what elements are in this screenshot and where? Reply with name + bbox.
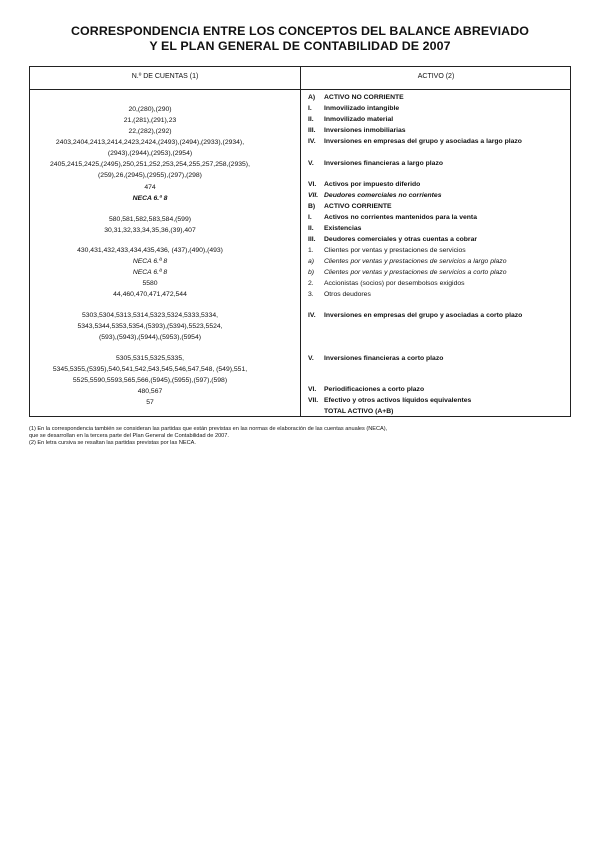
activo-item-number: A) (308, 94, 316, 101)
activo-item-row (308, 257, 506, 267)
header-activo: ACTIVO (2) (417, 73, 455, 80)
account-codes-row: 2403,2404,2413,2414,2423,2424,(2493),(2494),(2933),(2934), (55, 139, 245, 146)
account-codes-row: 430,431,432,433,434,435,436, (437),(490),(493) (77, 247, 223, 254)
activo-item-label: Inversiones financieras a largo plazo (324, 160, 443, 167)
footnote-1a: (1) En la correspondencia también se consideran las partidas que están previstas en las normas de elaboración de las cuentas anuales (NECA), (29, 426, 388, 432)
activo-item-number: 3. (308, 291, 314, 298)
activo-item-row (308, 93, 404, 103)
activo-item-number: II. (308, 116, 314, 123)
title-line-2: Y EL PLAN GENERAL DE CONTABILIDAD DE 2007 (149, 39, 451, 53)
activo-item-label: Efectivo y otros activos líquidos equivalentes (324, 397, 472, 404)
footnotes (29, 426, 387, 448)
account-codes-row: 5345,5355,(5395),540,541,542,543,545,546,547,548, (549),551, (52, 366, 248, 373)
activo-item-label: TOTAL ACTIVO (A+B) (324, 408, 394, 415)
account-codes-row: 5580 (142, 280, 158, 287)
activo-item-number: a) (308, 258, 315, 265)
account-codes-row: 5525,5590,5593,565,566,(5945),(5955),(597),(598) (72, 377, 228, 384)
activo-item-row (308, 235, 477, 245)
activo-item-number: V. (308, 160, 314, 167)
activo-item-label: Clientes por ventas y prestaciones de servicios a largo plazo (324, 258, 507, 265)
account-codes-row: 21,(281),(291),23 (123, 117, 177, 124)
account-codes-row: (259),26,(2945),(2955),(297),(298) (98, 172, 202, 179)
activo-item-label: Otros deudores (324, 291, 371, 298)
activo-item-label: Periodificaciones a corto plazo (324, 386, 425, 393)
account-codes-row: 5343,5344,5353,5354,(5393),(5394),5523,5524, (77, 323, 223, 330)
activo-item-label: Clientes por ventas y prestaciones de servicios a corto plazo (324, 269, 507, 276)
account-codes-row: (593),(5943),(5944),(5953),(5954) (98, 334, 201, 341)
account-codes-row: 474 (144, 184, 156, 191)
activo-item-number: b) (308, 269, 315, 276)
activo-item-number: VI. (308, 386, 317, 393)
activo-item-label: Clientes por ventas y prestaciones de servicios (324, 247, 466, 254)
activo-item-number: IV. (308, 138, 316, 145)
activo-item-label: Inmovilizado material (324, 116, 394, 123)
activo-item-label: Inmovilizado intangible (324, 105, 400, 112)
activo-item-row (308, 396, 471, 406)
account-codes-row: 580,581,582,583,584,(599) (108, 216, 191, 223)
activo-item-number: IV. (308, 312, 316, 319)
activo-item-label: Deudores comerciales no corrientes (324, 192, 442, 199)
account-codes-row: 22,(282),(292) (128, 128, 172, 135)
activo-item-row (308, 268, 506, 278)
activo-item-number: VII. (308, 192, 319, 199)
activo-item-label: Existencias (324, 225, 362, 232)
activo-item-number: VI. (308, 181, 317, 188)
activo-item-row (308, 246, 466, 256)
activo-item-row (308, 137, 522, 147)
activo-item-row (308, 159, 443, 169)
activo-item-row (308, 407, 393, 417)
account-codes-row: 44,460,470,471,472,544 (113, 291, 187, 298)
activo-item-number: II. (308, 225, 314, 232)
column-divider (300, 67, 301, 416)
activo-item-label: Activos por impuesto diferido (324, 181, 421, 188)
activo-item-row (308, 279, 465, 289)
activo-item-label: ACTIVO NO CORRIENTE (324, 94, 404, 101)
account-codes-row: 2405,2415,2425,(2495),250,251,252,253,254,255,257,258,(2935), (50, 161, 250, 168)
account-codes-row: 57 (146, 399, 154, 406)
activo-item-label: Inversiones en empresas del grupo y asociadas a corto plazo (324, 312, 523, 319)
activo-item-row (308, 385, 424, 395)
activo-item-label: Activos no corrientes mantenidos para la venta (324, 214, 477, 221)
activo-item-label: ACTIVO CORRIENTE (324, 203, 392, 210)
activo-item-number: III. (308, 127, 316, 134)
account-codes-row: 5305,5315,5325,5335, (115, 355, 185, 362)
account-codes-row: 5303,5304,5313,5314,5323,5324,5333,5334, (81, 312, 219, 319)
activo-item-row (308, 224, 361, 234)
account-codes-row: NECA 6.ª 8 (132, 269, 168, 276)
activo-item-row (308, 126, 406, 136)
activo-item-row (308, 202, 392, 212)
activo-item-number: III. (308, 236, 316, 243)
page-title (0, 24, 600, 54)
activo-item-number: 2. (308, 280, 314, 287)
activo-item-label: Accionistas (socios) por desembolsos exigidos (324, 280, 465, 287)
activo-item-label: Deudores comerciales y otras cuentas a cobrar (324, 236, 477, 243)
activo-item-number: 1. (308, 247, 314, 254)
activo-item-label: Inversiones financieras a corto plazo (324, 355, 444, 362)
account-codes-row: NECA 6.ª 8 (132, 195, 168, 202)
activo-item-number: B) (308, 203, 316, 210)
account-codes-row: (2943),(2944),(2953),(2954) (107, 150, 193, 157)
activo-item-row (308, 104, 399, 114)
title-line-1: CORRESPONDENCIA ENTRE LOS CONCEPTOS DEL BALANCE ABREVIADO (71, 24, 529, 38)
activo-item-number: I. (308, 214, 312, 221)
activo-item-row (308, 191, 441, 201)
footnote-2: (2) En letra cursiva se resaltan las partidas previstas por las NECA. (29, 440, 196, 447)
activo-item-row (308, 213, 477, 223)
activo-item-row (308, 115, 393, 125)
activo-item-row (308, 290, 371, 300)
activo-item-row (308, 354, 443, 364)
footnote-1b: que se desarrollan en la tercera parte del Plan General de Contabilidad de 2007. (29, 433, 229, 440)
activo-item-label: Inversiones inmobiliarias (324, 127, 406, 134)
activo-item-number: V. (308, 355, 314, 362)
activo-item-row (308, 311, 522, 321)
account-codes-row: 20,(280),(290) (128, 106, 172, 113)
activo-item-row (308, 180, 420, 190)
account-codes-row: 480,567 (137, 388, 163, 395)
account-codes-row: NECA 6.ª 8 (132, 258, 168, 265)
account-codes-row: 30,31,32,33,34,35,36,(39),407 (104, 227, 196, 234)
activo-item-label: Inversiones en empresas del grupo y asociadas a largo plazo (324, 138, 522, 145)
activo-item-number: VII. (308, 397, 319, 404)
header-accounts: N.º DE CUENTAS (1) (131, 73, 199, 80)
activo-item-number: I. (308, 105, 312, 112)
